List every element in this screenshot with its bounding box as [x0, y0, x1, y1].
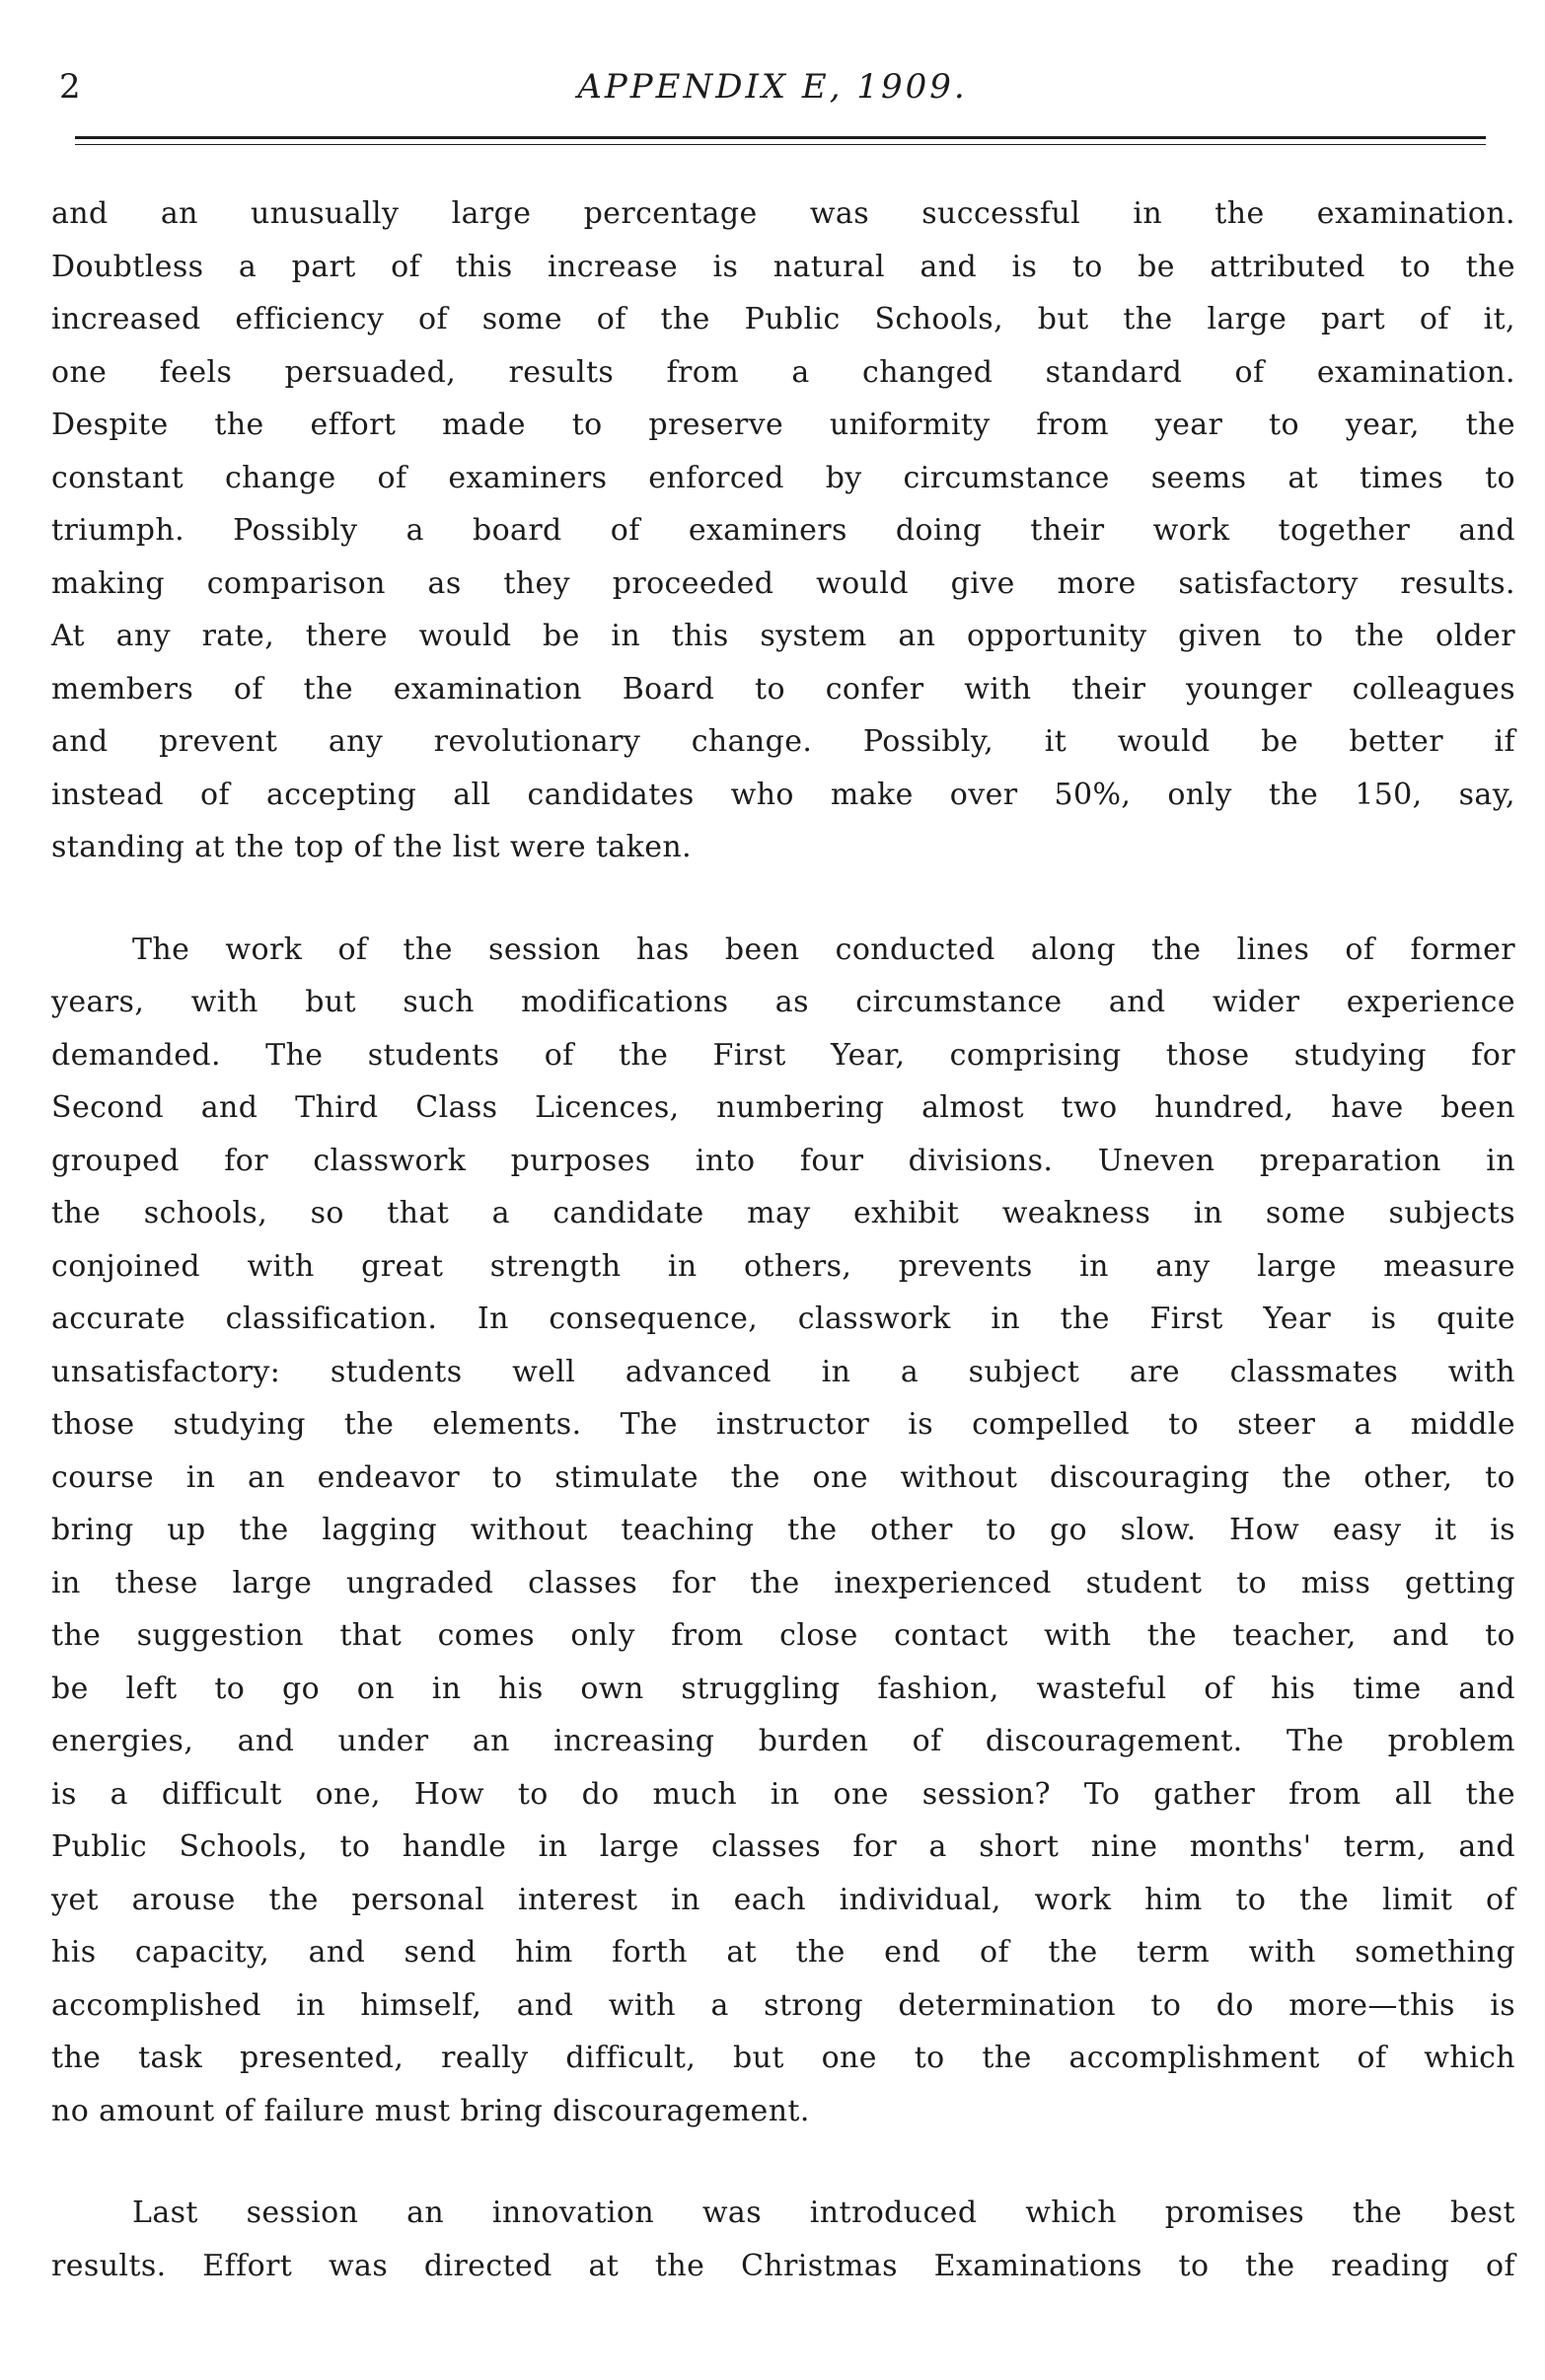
text-line: grouped for classwork purposes into four divisions. Uneven preparation in [51, 1143, 1515, 1178]
text-line: accurate classification. In consequence, classwork in the First Year is quite [51, 1302, 1515, 1336]
text-line: The work of the session has been conducted along the lines of former [132, 931, 1515, 967]
text-line: and an unusually large percentage was successful in the examination. [51, 196, 1515, 231]
text-line: be left to go on in his own struggling fashion, wasteful of his time and [51, 1671, 1515, 1706]
text-line: Despite the effort made to preserve uniformity from year to year, the [51, 408, 1515, 442]
text-line: conjoined with great strength in others, prevents in any large measure [51, 1248, 1515, 1284]
running-head: APPENDIX E, 1909. [577, 67, 968, 107]
page-number: 2 [59, 67, 81, 107]
text-line: instead of accepting all candidates who make over 50%, only the 150, say, [51, 777, 1515, 812]
text-line: years, with but such modifications as circumstance and wider experience [51, 985, 1515, 1019]
text-line: Second and Third Class Licences, numbering almost two hundred, have been [51, 1090, 1515, 1125]
text-line: is a difficult one, How to do much in one session? To gather from all the [51, 1776, 1515, 1812]
text-line: At any rate, there would be in this system an opportunity given to the older [51, 619, 1515, 653]
text-line: the schools, so that a candidate may exhibit weakness in some subjects [51, 1196, 1515, 1230]
paragraph-2 [51, 924, 1515, 2138]
text-line: triumph. Possibly a board of examiners doing their work together and [51, 513, 1515, 548]
text-line: his capacity, and send him forth at the end of the term with something [51, 1935, 1515, 1970]
paragraph-3 [51, 2187, 1515, 2292]
text-line: the suggestion that comes only from close contact with the teacher, and to [51, 1618, 1515, 1653]
text-line: no amount of failure must bring discouragement. [51, 2093, 810, 2128]
text-line: making comparison as they proceeded would give more satisfactory results. [51, 565, 1515, 601]
text-line: demanded. The students of the First Year, comprising those studying for [51, 1037, 1515, 1073]
text-line: unsatisfactory: students well advanced in a subject are classmates with [51, 1354, 1515, 1389]
text-line: energies, and under an increasing burden of discouragement. The problem [51, 1724, 1515, 1758]
text-line: in these large ungraded classes for the inexperienced student to miss getting [51, 1565, 1515, 1600]
text-line: Public Schools, to handle in large classes for a short nine months' term, and [51, 1829, 1515, 1864]
text-line: members of the examination Board to confer with their younger colleagues [51, 671, 1515, 707]
text-line: Last session an innovation was introduced which promises the best [132, 2195, 1515, 2230]
header-rule-thin [75, 144, 1486, 145]
text-line: increased efficiency of some of the Public Schools, but the large part of it, [51, 302, 1515, 336]
text-line: those studying the elements. The instructor is compelled to steer a middle [51, 1407, 1515, 1442]
text-line: bring up the lagging without teaching the other to go slow. How easy it is [51, 1513, 1515, 1547]
text-line: the task presented, really difficult, but one to the accomplishment of which [51, 2041, 1515, 2075]
text-line: standing at the top of the list were taken. [51, 830, 693, 864]
text-line: yet arouse the personal interest in each individual, work him to the limit of [51, 1882, 1515, 1917]
text-line: course in an endeavor to stimulate the one without discouraging the other, to [51, 1459, 1515, 1495]
text-line: one feels persuaded, results from a changed standard of examination. [51, 354, 1515, 390]
header-rule-thick [75, 136, 1486, 139]
text-line: and prevent any revolutionary change. Possibly, it would be better if [51, 724, 1515, 759]
text-line: constant change of examiners enforced by circumstance seems at times to [51, 460, 1515, 495]
paragraph-1 [51, 187, 1515, 874]
body-text [51, 187, 1515, 2292]
text-line: results. Effort was directed at the Christmas Examinations to the reading of [51, 2248, 1515, 2283]
text-line: accomplished in himself, and with a strong determination to do more—this is [51, 1987, 1515, 2023]
text-line: Doubtless a part of this increase is natural and is to be attributed to the [51, 249, 1515, 284]
